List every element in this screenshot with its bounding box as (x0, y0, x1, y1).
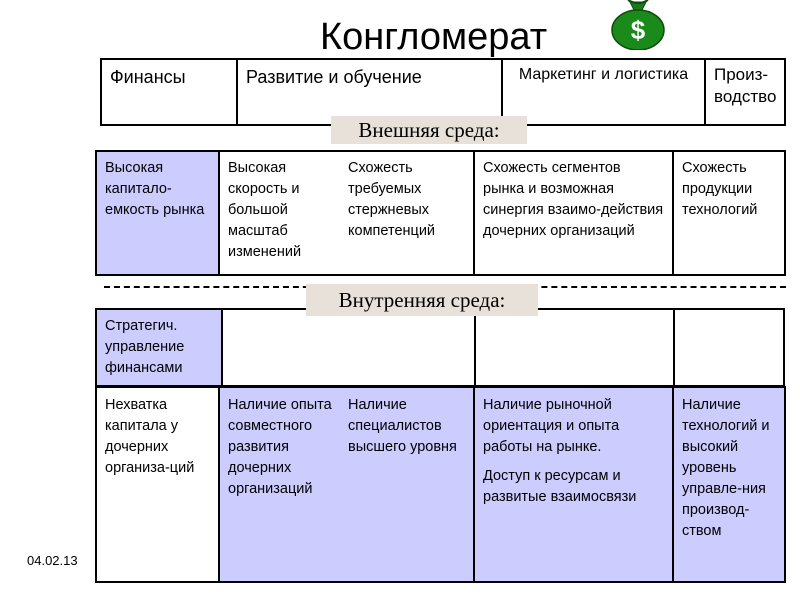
int-experience-specialists-cell (219, 387, 474, 582)
development-cell: Развитие и обучение (237, 59, 502, 125)
int-resources-access-text: Доступ к ресурсам и развитые взаимосвязи (483, 468, 637, 505)
ext-capital-intensity-cell: Высокая капитало-емкость рынка (96, 151, 219, 275)
strategy-empty-cell-2 (222, 309, 475, 386)
ext-competence-text: Схожесть требуемых стержневых компетенций (348, 160, 436, 239)
marketing-cell: Маркетинг и логистика (502, 59, 705, 125)
ext-technology-cell: Схожесть продукции технологий (673, 151, 785, 275)
strategy-finance-cell: Стратегич. управление финансами (96, 309, 222, 386)
money-bag-icon (606, 0, 670, 50)
strategy-empty-cell-4 (674, 309, 784, 386)
int-technology-management-cell: Наличие технологий и высокий уровень управле-ния производ-ством (673, 387, 785, 582)
svg-text:$: $ (630, 15, 646, 45)
slide-date: 04.02.13 (27, 553, 78, 568)
int-market-orientation-text: Наличие рыночной ориентация и опыта работы на рынке. (483, 397, 620, 455)
strategy-empty-cell-3 (475, 309, 674, 386)
production-cell: Произ-водство (705, 59, 785, 125)
page-title: Конгломерат (320, 16, 548, 58)
internal-env-label: Внутренняя среда: (306, 284, 538, 316)
ext-change-competence-cell (219, 151, 474, 275)
int-experience-text: Наличие опыта совместного развития дочерних организаций (228, 397, 332, 497)
ext-change-speed-text: Высокая скорость и большой масштаб изменений (228, 160, 302, 260)
strategy-table (95, 308, 785, 387)
external-env-table (95, 150, 786, 276)
ext-market-synergy-cell: Схожесть сегментов рынка и возможная синергия взаимо-действия дочерних организаций (474, 151, 673, 275)
internal-env-table (95, 386, 786, 583)
finance-cell: Финансы (101, 59, 237, 125)
int-specialists-text: Наличие специалистов высшего уровня (348, 397, 457, 455)
int-capital-shortage-cell: Нехватка капитала у дочерних организа-ций (96, 387, 219, 582)
int-market-resources-cell (474, 387, 673, 582)
external-env-label: Внешняя среда: (331, 116, 527, 144)
